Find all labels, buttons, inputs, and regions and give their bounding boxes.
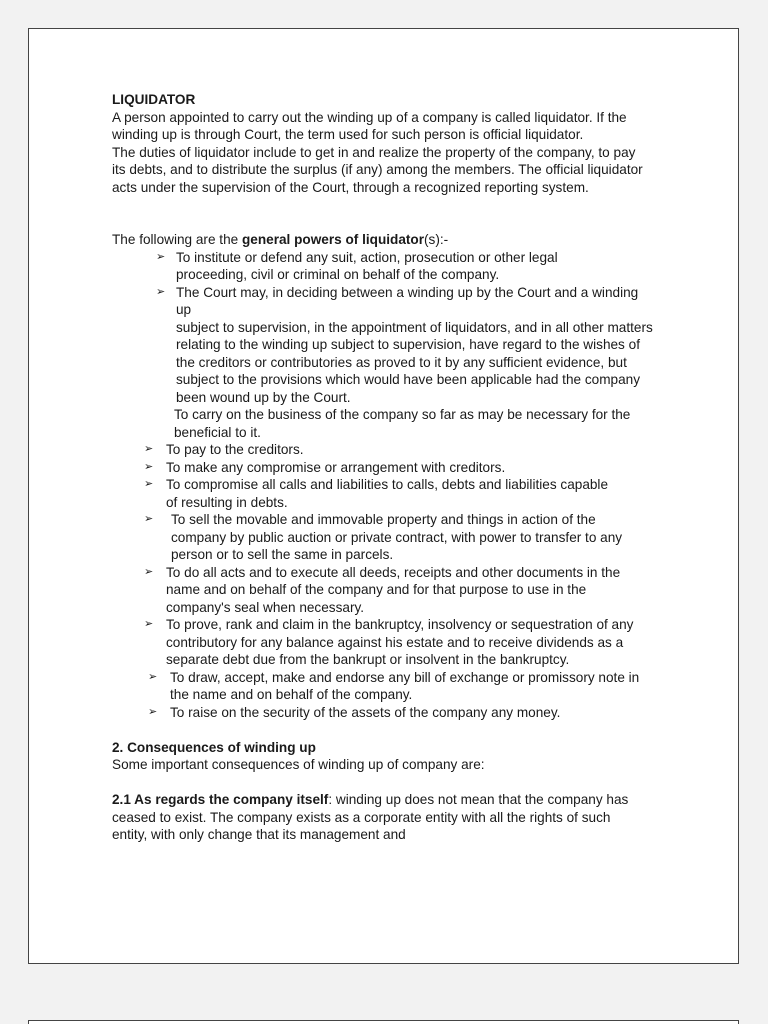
consequences-intro: Some important consequences of winding up of company are: — [112, 757, 485, 772]
arrow-bullet-icon: ➢ — [144, 618, 154, 630]
list-item-text: subject to supervision, in the appointment of liquidators, and in all other matters relating to the winding up subject to supervision, have regard to the wishes of the creditors or contributories as proved to it by any sufficient evidence, but subject to the provisions which would have been applicable had the company been wound up by the Court. — [176, 319, 653, 405]
list-item — [112, 284, 652, 319]
list-item-continuation — [112, 406, 644, 441]
list-item — [112, 564, 646, 617]
arrow-bullet-icon: ➢ — [144, 565, 154, 578]
arrow-bullet-icon: ➢ — [144, 443, 154, 455]
spacer — [112, 196, 672, 231]
arrow-bullet-icon: ➢ — [148, 705, 158, 718]
list-item — [112, 616, 646, 669]
list-item — [112, 441, 672, 459]
list-item — [112, 511, 651, 564]
liquidator-heading: LIQUIDATOR — [112, 92, 196, 107]
list-item-text: To make any compromise or arrangement with creditors. — [166, 459, 506, 475]
arrow-bullet-icon: ➢ — [156, 285, 166, 298]
company-itself-text: : winding up does not mean that the company has ceased to exist. The company exists as a corporate entity with all the rights of such entity, with only change that its management and — [112, 792, 629, 842]
spacer — [112, 774, 672, 792]
list-item-text: To carry on the business of the company so far as may be necessary for the beneficial to it. — [174, 407, 631, 440]
company-itself-heading: 2.1 As regards the company itself — [112, 792, 329, 807]
list-item — [112, 704, 650, 722]
list-item-text: To raise on the security of the assets of the company any money. — [170, 704, 561, 720]
arrow-bullet-icon: ➢ — [144, 460, 154, 473]
list-item-text: To compromise all calls and liabilities to calls, debts and liabilities capable of resulting in debts. — [166, 477, 609, 510]
document-page — [28, 28, 739, 964]
list-item-text: The Court may, in deciding between a winding up by the Court and a winding up — [176, 284, 639, 317]
arrow-bullet-icon: ➢ — [144, 513, 154, 525]
list-item-continuation — [112, 319, 660, 407]
list-item — [112, 476, 616, 511]
arrow-bullet-icon: ➢ — [156, 250, 166, 263]
powers-intro-bold: general powers of liquidator — [241, 232, 425, 247]
powers-list — [112, 249, 672, 722]
list-item-text: To pay to the creditors. — [166, 442, 304, 457]
powers-intro-suffix: (s):- — [424, 232, 449, 247]
company-itself-paragraph — [112, 791, 647, 844]
page-content — [112, 91, 672, 844]
list-item-text: To draw, accept, make and endorse any bill of exchange or promissory note in the name and on behalf of the company. — [170, 669, 640, 702]
liquidator-definition: A person appointed to carry out the winding up of a company is called liquidator. If the winding up is through Court, the term used for such person is official liquidator. — [112, 109, 627, 142]
list-item — [112, 249, 606, 284]
liquidator-duties: The duties of liquidator include to get in and realize the property of the company, to pay its debts, and to distribute the surplus (if any) among the members. The official liquidator acts under the supervision of the Court, through a recognized reporting system. — [112, 144, 643, 195]
powers-intro-prefix: The following are the — [112, 232, 242, 247]
list-item-text: To prove, rank and claim in the bankruptcy, insolvency or sequestration of any contributory for any balance against his estate and to receive dividends as a separate debt due from the bankrupt or insolvent in the bankruptcy. — [166, 617, 634, 667]
powers-intro — [112, 231, 672, 249]
list-item-text: To do all acts and to execute all deeds, receipts and other documents in the name and on behalf of the company and for that purpose to use in the company's seal when necessary. — [166, 564, 621, 615]
arrow-bullet-icon: ➢ — [148, 670, 158, 683]
list-item-text: To institute or defend any suit, action, prosecution or other legal proceeding, civil or criminal on behalf of the company. — [176, 249, 558, 282]
arrow-bullet-icon: ➢ — [144, 478, 154, 490]
list-item — [112, 669, 650, 704]
consequences-heading: 2. Consequences of winding up — [112, 739, 316, 755]
next-page-edge — [28, 1020, 739, 1024]
list-item — [112, 459, 672, 477]
list-item-text: To sell the movable and immovable property and things in action of the company by public auction or private contract, with power to transfer to any person or to sell the same in parcels. — [171, 512, 623, 562]
spacer — [112, 721, 672, 739]
